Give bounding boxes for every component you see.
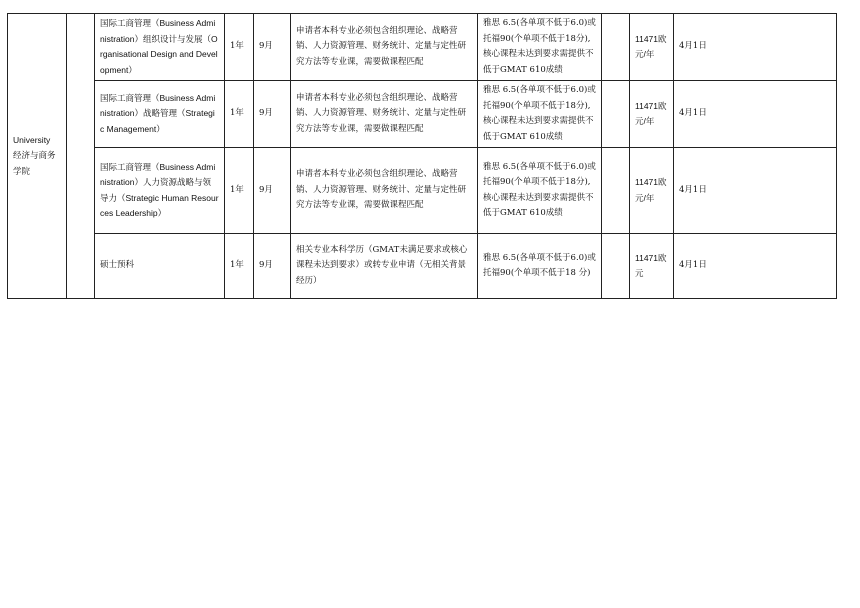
extra-cell (602, 148, 630, 234)
language-cell: 雅思 6.5(各单项不低于6.0)或托福90(个单项不低于18分),核心课程未达到要求需提供不低于GMAT 610成绩 (478, 14, 602, 81)
language-cell: 雅思 6.5(各单项不低于6.0)或托福90(个单项不低于18分),核心课程未达到要求需提供不低于GMAT 610成绩 (478, 81, 602, 148)
deadline-cell: 4月1日 (674, 81, 837, 148)
requirement-cell: 相关专业本科学历（GMAT未满足要求或核心课程未达到要求）或转专业申请（无相关背景经历） (291, 234, 478, 299)
language-cell: 雅思 6.5(各单项不低于6.0)或 托福90(个单项不低于18 分) (478, 234, 602, 299)
program-cell: 国际工商管理（Business Administration）组织设计与发展（Organisational Design and Development） (95, 14, 225, 81)
tuition-cell: 11471欧元 (630, 234, 674, 299)
tuition-cell: 11471欧元/年 (630, 14, 674, 81)
deadline-cell: 4月1日 (674, 234, 837, 299)
empty-cell (67, 14, 95, 299)
duration-cell: 1年 (225, 148, 254, 234)
start-cell: 9月 (254, 81, 291, 148)
extra-cell (602, 14, 630, 81)
duration-cell: 1年 (225, 234, 254, 299)
program-cell: 国际工商管理（Business Administration）战略管理（Strategic Management） (95, 81, 225, 148)
deadline-cell: 4月1日 (674, 148, 837, 234)
table-row (8, 148, 837, 234)
duration-cell: 1年 (225, 81, 254, 148)
table-row (8, 234, 837, 299)
program-cell: 硕士预科 (95, 234, 225, 299)
requirement-cell: 申请者本科专业必须包含组织理论、战略营销、人力资源管理、财务统计、定量与定性研究方法等专业课，需要做课程匹配 (291, 148, 478, 234)
start-cell: 9月 (254, 148, 291, 234)
tuition-cell: 11471欧元/年 (630, 81, 674, 148)
start-cell: 9月 (254, 14, 291, 81)
deadline-cell: 4月1日 (674, 14, 837, 81)
duration-cell: 1年 (225, 14, 254, 81)
extra-cell (602, 81, 630, 148)
tuition-cell: 11471欧元/年 (630, 148, 674, 234)
requirement-cell: 申请者本科专业必须包含组织理论、战略营销、人力资源管理、财务统计、定量与定性研究方法等专业课，需要做课程匹配 (291, 14, 478, 81)
program-cell: 国际工商管理（Business Administration）人力资源战略与领导力（Strategic Human Resources Leadership） (95, 148, 225, 234)
institution-cell: University 经济与商务学院 (8, 14, 67, 299)
requirement-cell: 申请者本科专业必须包含组织理论、战略营销、人力资源管理、财务统计、定量与定性研究方法等专业课，需要做课程匹配 (291, 81, 478, 148)
start-cell: 9月 (254, 234, 291, 299)
table-row (8, 81, 837, 148)
program-table (7, 13, 837, 299)
extra-cell (602, 234, 630, 299)
table-row (8, 14, 837, 81)
language-cell: 雅思 6.5(各单项不低于6.0)或托福90(个单项不低于18分),核心课程未达到要求需提供不低于GMAT 610成绩 (478, 148, 602, 234)
